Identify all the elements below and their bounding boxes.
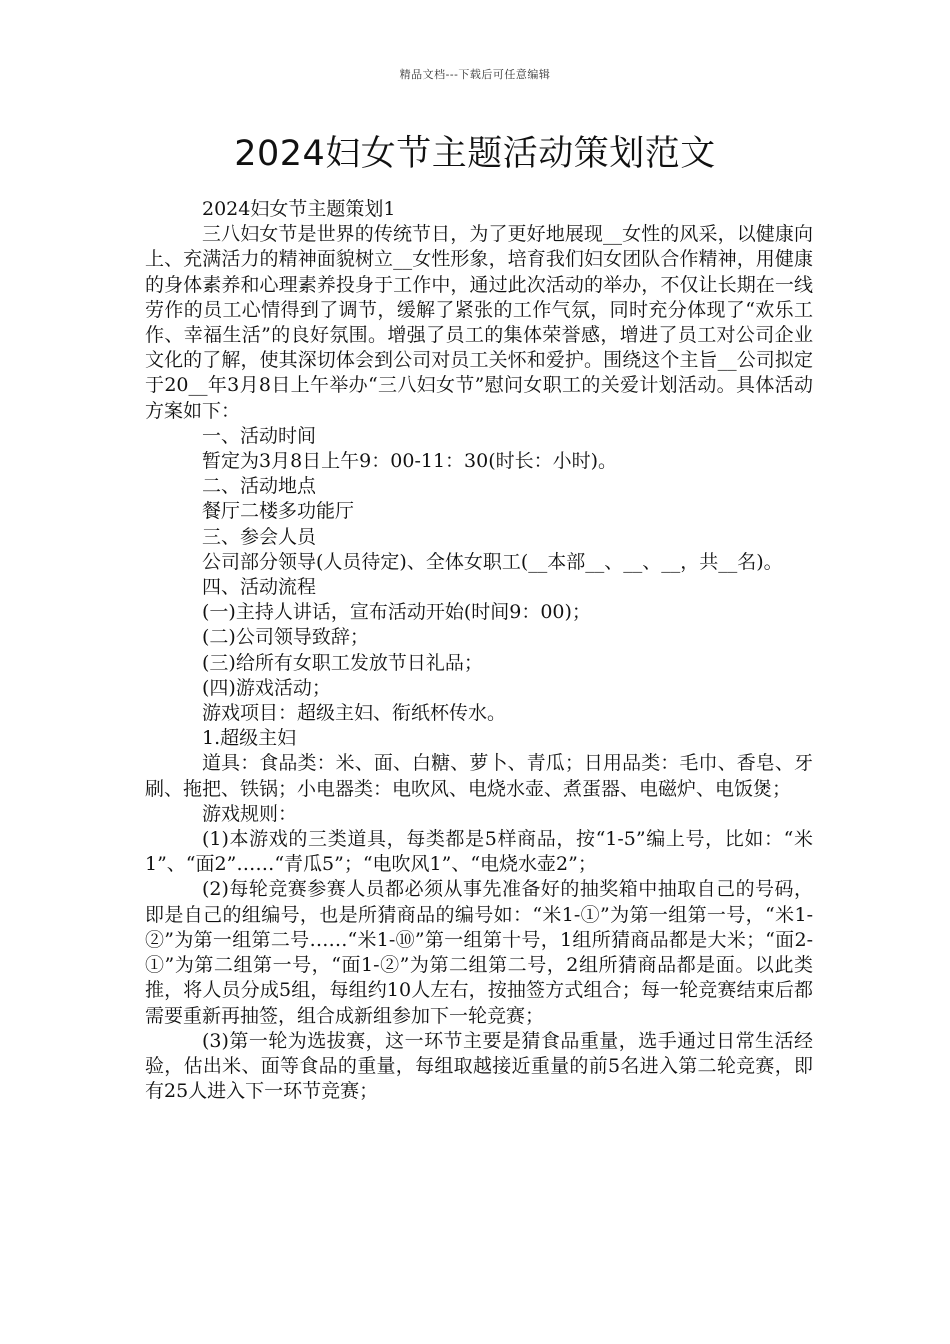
participants-paragraph: 公司部分领导(人员待定)、全体女职工(__本部__、__、__，共__名)。	[202, 550, 783, 573]
location-paragraph: 餐厅二楼多功能厅	[202, 500, 355, 523]
rule-3-paragraph: (3)第一轮为选拔赛，这一环节主要是猜食品重量，选手通过日常生活经验，估出米、面等食品的重量，每组取越接近重量的前5名进入第二轮竞赛，即有25人进入下一环节竞赛；	[145, 1029, 813, 1103]
intro-paragraph: 三八妇女节是世界的传统节日，为了更好地展现__女性的风采，以健康向上、充满活力的精神面貌树立__女性形象，培育我们妇女团队合作精神，用健康的身体素养和心理素养投身于工作中，通过此次活动的举办，不仅让长期在一线劳作的员工心情得到了调节，缓解了紧张的工作气氛，同时充分体现了“欢乐工作、幸福生活”的良好氛围。增强了员工的集体荣誉感，增进了员工对公司企业文化的了解，使其深切体会到公司对员工关怀和爱护。围绕这个主旨__公司拟定于20__年3月8日上午举办“三八妇女节”慰问女职工的关爱计划活动。具体活动方案如下：	[145, 223, 813, 422]
game-items-paragraph: 游戏项目：超级主妇、衔纸杯传水。	[202, 702, 507, 725]
document-body	[145, 197, 813, 1104]
rule-2-paragraph: (2)每轮竞赛参赛人员都必须从事先准备好的抽奖箱中抽取自己的号码，即是自己的组编号，也是所猜商品的编号如：“米1-①”为第一组第一号，“米1-②”为第一组第二号……“米1-⑩”第一组第十号，1组所猜商品都是大米；“面2-①”为第二组第一号，“面1-②”为第二组第二号，2组所猜商品都是面。以此类推，将人员分成5组，每组约10人左右，按抽签方式组合；每一轮竞赛结束后都需要重新再抽签，组合成新组参加下一轮竞赛；	[145, 878, 813, 1027]
rule-1-paragraph: (1)本游戏的三类道具，每类都是5样商品，按“1-5”编上号，比如：“米1”、“面2”……“青瓜5”；“电吹风1”、“电烧水壶2”；	[145, 828, 813, 876]
section-heading-location: 二、活动地点	[202, 475, 317, 498]
document-title: 2024妇女节主题活动策划范文	[234, 134, 716, 174]
section-heading-participants: 三、参会人员	[202, 525, 317, 548]
header-note: 精品文档---下载后可任意编辑	[399, 68, 551, 81]
time-paragraph: 暂定为3月8日上午9：00-11：30(时长：小时)。	[202, 450, 618, 473]
section-heading-time: 一、活动时间	[202, 424, 317, 447]
process-step-2: (二)公司领导致辞；	[202, 626, 369, 649]
subtitle-paragraph: 2024妇女节主题策划1	[202, 198, 396, 220]
rules-heading: 游戏规则：	[202, 802, 298, 825]
props-paragraph: 道具：食品类：米、面、白糖、萝卜、青瓜；日用品类：毛巾、香皂、牙刷、拖把、铁锅；小电器类：电吹风、电烧水壶、煮蛋器、电磁炉、电饭煲；	[145, 752, 813, 800]
section-heading-process: 四、活动流程	[202, 576, 317, 599]
game-heading-super-housewife: 1.超级主妇	[202, 727, 297, 750]
process-step-1: (一)主持人讲话，宣布活动开始(时间9：00)；	[202, 601, 591, 624]
process-step-3: (三)给所有女职工发放节日礼品；	[202, 651, 483, 674]
process-step-4: (四)游戏活动；	[202, 676, 331, 699]
